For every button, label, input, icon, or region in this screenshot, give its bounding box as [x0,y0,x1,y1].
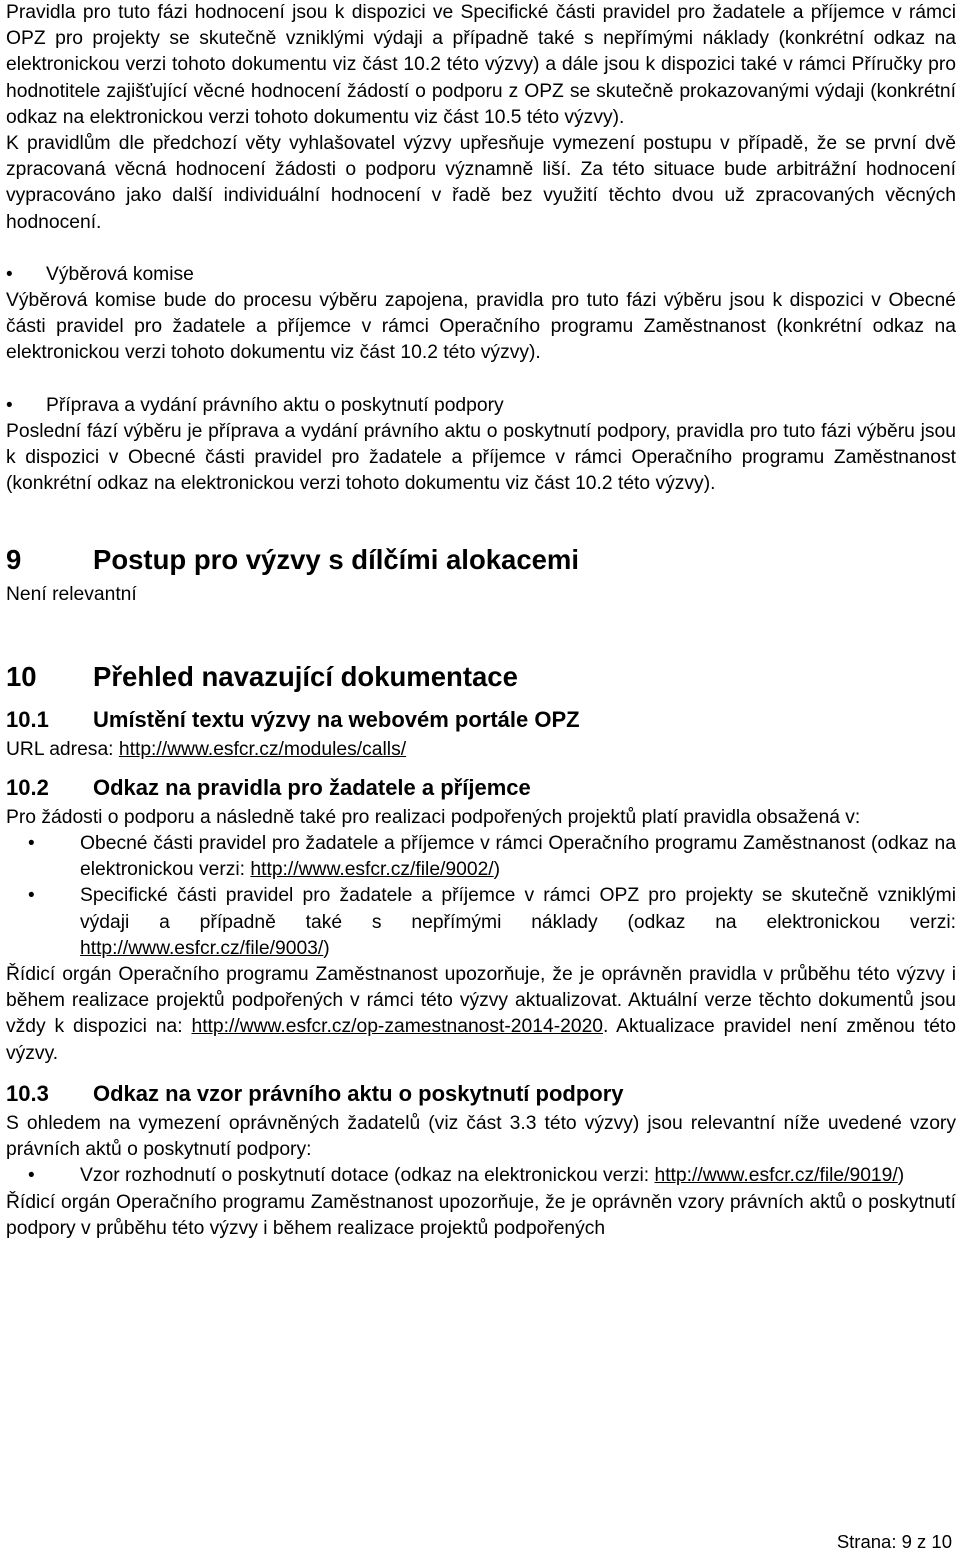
list-item-text [80,1163,956,1189]
legal-act-title: Příprava a vydání právního aktu o poskytnutí podpory [46,394,504,416]
item-text: Vzor rozhodnutí o poskytnutí dotace (odkaz na elektronickou verzi: [80,1165,650,1187]
list-item [6,831,956,883]
list-item [6,883,956,962]
section-10-2-note [6,962,956,1067]
committee-title: Výběrová komise [46,263,194,285]
section-title: Odkaz na pravidla pro žadatele a příjemce [93,774,531,800]
bullet-icon: • [28,833,35,855]
list-item-text [80,883,956,962]
url-line [6,737,956,763]
section-10-3-note: Řídicí orgán Operačního programu Zaměstnanost upozorňuje, že je oprávněn vzory právních aktů o poskytnutí podpory v průběhu této výzvy i během realizace projektů podpořených [6,1191,956,1239]
bullet-icon: • [6,394,13,416]
section-number: 9 [6,544,22,576]
page-number: Strana: 9 z 10 [836,1531,952,1552]
section-10-3-heading [6,1079,956,1109]
bullet-icon: • [6,263,13,285]
document-page [6,0,956,1242]
section-10-2-intro: Pro žádosti o podporu a následně také pro realizaci podpořených projektů platí pravidla obsažená v: [6,806,861,828]
section-9-text: Není relevantní [6,584,137,606]
rules-general-link[interactable]: http://www.esfcr.cz/file/9002/ [250,859,494,881]
url-label: URL adresa: [6,738,114,760]
opz-page-link[interactable]: http://www.esfcr.cz/op-zamestnanost-2014-2020 [191,1016,604,1038]
section-number: 10.3 [6,1080,49,1106]
calls-url-link[interactable]: http://www.esfcr.cz/modules/calls/ [118,738,407,760]
committee-text: Výběrová komise bude do procesu výběru zapojena, pravidla pro tuto fázi výběru jsou k dispozici v Obecné části pravidel pro žadatele a příjemce v rámci Operačního programu Zaměstnanost (konkrétní odkaz na elektronickou verzi tohoto dokumentu viz část 10.2 této výzvy). [6,290,956,364]
section-title: Odkaz na vzor právního aktu o poskytnutí podpory [93,1080,624,1106]
intro-paragraph-2: K pravidlům dle předchozí věty vyhlašovatel výzvy upřesňuje vymezení postupu v případě, že se první dvě zpracovaná věcná hodnocení žádosti o podporu významně liší. Za této situace bude arbitrážní hodnocení vypracováno jako další individuální hodnocení v řadě bez využití těchto dvou už zpracovaných věcných hodnocení. [6,133,956,233]
legal-act-text: Poslední fází výběru je příprava a vydání právního aktu o poskytnutí podpory, pravidla pro tuto fázi výběru jsou k dispozici v Obecné části pravidel pro žadatele a příjemce v rámci Operačního programu Zaměstnanost (konkrétní odkaz na elektronickou verzi tohoto dokumentu viz část 10.2 této výzvy). [6,420,956,495]
item-closing: ) [323,937,330,959]
item-closing: ) [897,1165,905,1187]
section-9-heading [6,542,956,578]
intro-paragraph-1: Pravidla pro tuto fázi hodnocení jsou k dispozici ve Specifické části pravidel pro žadatele a příjemce v rámci OPZ pro projekty se skutečně vzniklými výdaji a případně také s nepřímými náklady (konkrétní odkaz na elektronickou verzi tohoto dokumentu viz část 10.2 této výzvy) a dále jsou k dispozici také v rámci Příručky pro hodnotitele zajišťující věcné hodnocení žádostí o podporu z OPZ se skutečně prokazovanými výdaji (konkrétní odkaz na elektronickou verzi tohoto dokumentu viz část 10.5 této výzvy). [6,2,956,128]
legal-act-bullet [6,393,956,419]
section-number: 10 [6,660,37,692]
item-text: Specifické části pravidel pro žadatele a příjemce v rámci OPZ pro projekty se skutečně vzniklými výdaji a případně také s nepřímými náklady (odkaz na elektronickou verzi: [80,885,956,933]
rules-specific-link[interactable]: http://www.esfcr.cz/file/9003/ [80,937,324,959]
section-10-1-heading [6,705,956,735]
section-10-heading [6,659,956,695]
section-number: 10.2 [6,774,49,800]
bullet-icon: • [28,885,35,907]
note-text: Řídicí orgán Operačního programu Zaměstnanost upozorňuje, že je oprávněn pravidla v průběhu této výzvy i během realizace projektů podpořených v rámci této výzvy aktualizovat. Aktuální verze těchto dokumentů jsou vždy k dispozici na: [6,964,956,1038]
note-closing: . Aktualizace pravidel není změnou této výzvy. [6,1016,956,1064]
section-title: Přehled navazující dokumentace [93,660,518,692]
item-text: Obecné části pravidel pro žadatele a příjemce v rámci Operačního programu Zaměstnanost (odkaz na elektronickou verzi: [80,833,956,881]
section-10-2-heading [6,773,956,803]
template-decision-link[interactable]: http://www.esfcr.cz/file/9019/ [654,1165,898,1187]
section-title: Umístění textu výzvy na webovém portále OPZ [93,706,580,732]
list-item [6,1163,956,1189]
section-10-3-intro: S ohledem na vymezení oprávněných žadatelů (viz část 3.3 této výzvy) jsou relevantní níže uvedené vzory právních aktů o poskytnutí podpory: [6,1112,956,1161]
item-closing: ) [493,859,501,881]
list-item-text [80,831,956,883]
section-title: Postup pro výzvy s dílčími alokacemi [93,544,580,576]
committee-bullet [6,262,956,288]
section-number: 10.1 [6,706,49,732]
bullet-icon: • [28,1165,35,1187]
